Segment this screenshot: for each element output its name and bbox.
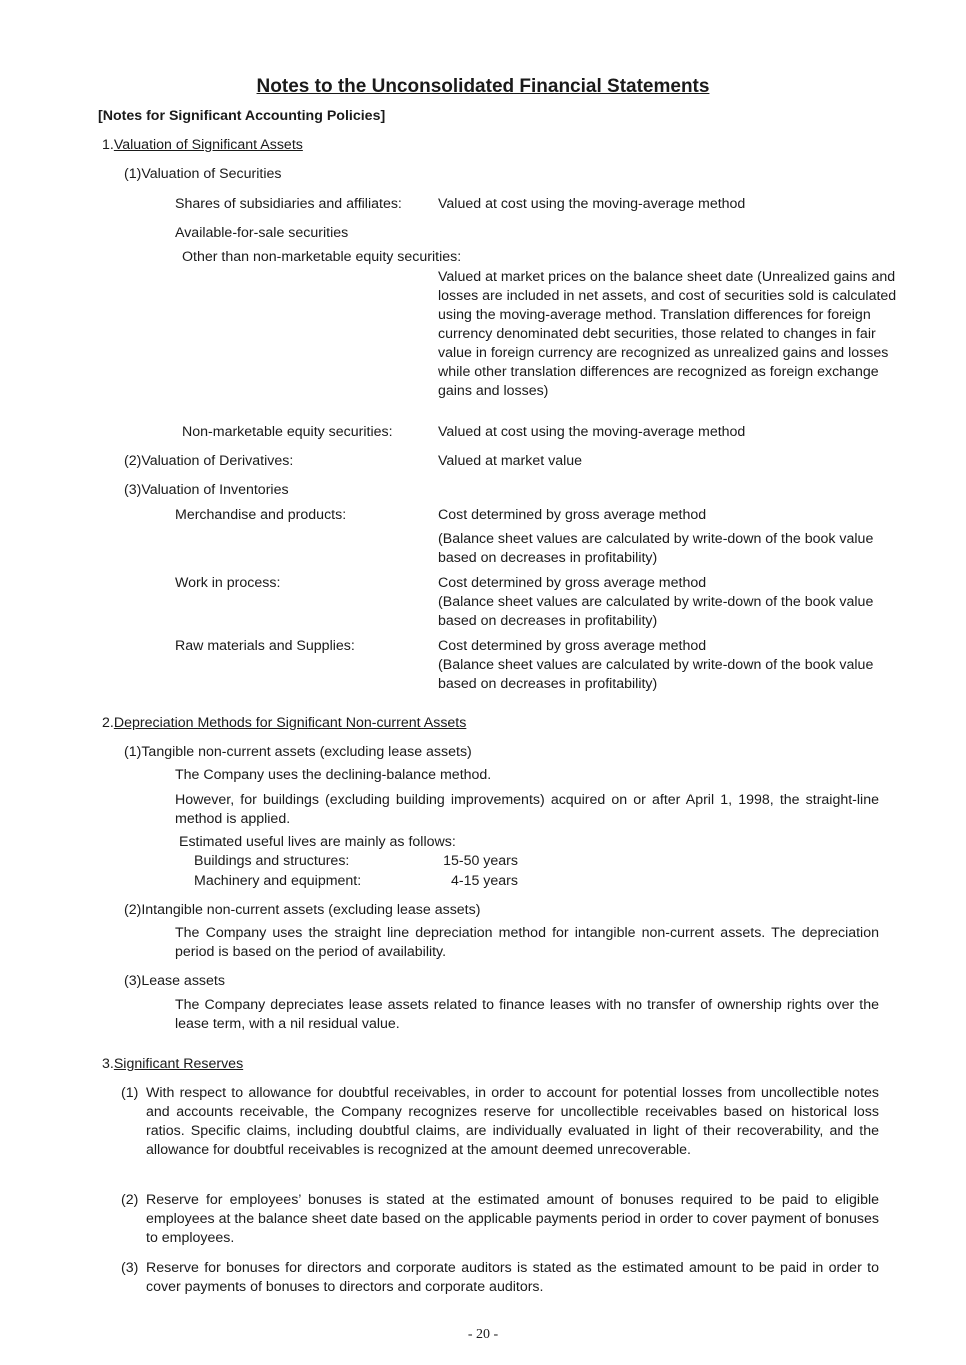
derivatives-label: (2)Valuation of Derivatives: <box>124 453 294 469</box>
valuation-securities-heading: (1)Valuation of Securities <box>124 166 282 182</box>
machinery-value: 4-15 years <box>450 873 518 889</box>
reserve-item <box>121 1259 879 1297</box>
non-marketable-label: Non-marketable equity securities: <box>182 424 393 440</box>
intangible-heading: (2)Intangible non-current assets (excluding lease assets) <box>124 902 481 918</box>
section-1-number: 1. <box>102 137 114 153</box>
wip-note: (Balance sheet values are calculated by write-down of the book value based on decreases in profitability) <box>438 594 874 629</box>
lease-text: The Company depreciates lease assets related to finance leases with no transfer of ownership rights over the lease term, with a nil residual value. <box>175 997 879 1032</box>
lease-heading: (3)Lease assets <box>124 973 225 989</box>
useful-lives-intro: Estimated useful lives are mainly as follows: <box>179 834 456 850</box>
shares-value: Valued at cost using the moving-average method <box>438 196 746 212</box>
section-2-heading <box>102 714 466 733</box>
reserve-item <box>121 1191 879 1248</box>
reserve-item-text: Reserve for employees’ bonuses is stated at the estimated amount of bonuses required to be paid to eligible employees at the balance sheet date based on the applicable payments period in order to cover payment of bonuses to employees. <box>146 1192 879 1246</box>
raw-materials-value: Cost determined by gross average method <box>438 638 707 654</box>
tangible-heading: (1)Tangible non-current assets (excluding lease assets) <box>124 744 472 760</box>
section-3-heading <box>102 1055 243 1074</box>
tangible-buildings-note: However, for buildings (excluding building improvements) acquired on or after April 1, 1998, the straight-line method is applied. <box>175 792 879 827</box>
reserve-item <box>121 1084 879 1160</box>
raw-materials-note: (Balance sheet values are calculated by write-down of the book value based on decreases in profitability) <box>438 657 874 692</box>
section-subtitle: [Notes for Significant Accounting Policies] <box>98 108 386 124</box>
other-securities-value: Valued at market prices on the balance sheet date (Unrealized gains and losses are included in net assets, and cost of securities sold is calculated using the moving-average method. Translation differences for foreign currency denominated debt securities, those related to changes in fair value in foreign currency are recognized as unrealized gains and losses while other translation differences are recognized as foreign exchange gains and losses) <box>438 269 897 399</box>
page-number: - 20 - <box>467 1327 499 1342</box>
reserve-item-number: (2) <box>121 1192 139 1208</box>
section-3-title: Significant Reserves <box>113 1056 244 1072</box>
wip-value: Cost determined by gross average method <box>438 575 707 591</box>
derivatives-value: Valued at market value <box>438 453 583 469</box>
section-2-title: Depreciation Methods for Significant Non-current Assets <box>113 715 467 731</box>
merchandise-note: (Balance sheet values are calculated by write-down of the book value based on decreases in profitability) <box>438 531 874 566</box>
wip-label: Work in process: <box>175 575 281 591</box>
reserve-item-number: (1) <box>121 1085 139 1101</box>
machinery-label: Machinery and equipment: <box>194 873 362 889</box>
reserve-item-number: (3) <box>121 1260 139 1276</box>
page-title: Notes to the Unconsolidated Financial Statements <box>256 76 710 97</box>
section-1-heading <box>102 136 303 155</box>
section-2-number: 2. <box>102 715 114 731</box>
buildings-label: Buildings and structures: <box>194 853 350 869</box>
merchandise-label: Merchandise and products: <box>175 507 347 523</box>
other-securities-label: Other than non-marketable equity securities: <box>182 249 462 265</box>
afs-heading: Available-for-sale securities <box>175 225 349 241</box>
raw-materials-label: Raw materials and Supplies: <box>175 638 355 654</box>
buildings-value: 15-50 years <box>443 853 518 869</box>
non-marketable-value: Valued at cost using the moving-average method <box>438 424 746 440</box>
inventories-heading: (3)Valuation of Inventories <box>124 482 289 498</box>
merchandise-value: Cost determined by gross average method <box>438 507 707 523</box>
shares-label: Shares of subsidiaries and affiliates: <box>175 196 402 212</box>
tangible-method: The Company uses the declining-balance method. <box>175 767 492 783</box>
section-3-number: 3. <box>102 1056 114 1072</box>
reserve-item-text: Reserve for bonuses for directors and corporate auditors is stated as the estimated amount to be paid in order to cover payments of bonuses to directors and corporate auditors. <box>146 1260 879 1295</box>
reserve-item-text: With respect to allowance for doubtful receivables, in order to account for potential losses from uncollectible notes and accounts receivable, the Company recognizes reserve for uncollectible receivables based on historical loss ratios. Specific claims, including doubtful claims, are individually evaluated in light of their recoverability, and the allowance for doubtful receivables is recognized at the amount deemed unrecoverable. <box>146 1085 879 1158</box>
section-1-title: Valuation of Significant Assets <box>113 137 303 153</box>
intangible-text: The Company uses the straight line depreciation method for intangible non-current assets. The depreciation period is based on the period of availability. <box>175 925 879 960</box>
